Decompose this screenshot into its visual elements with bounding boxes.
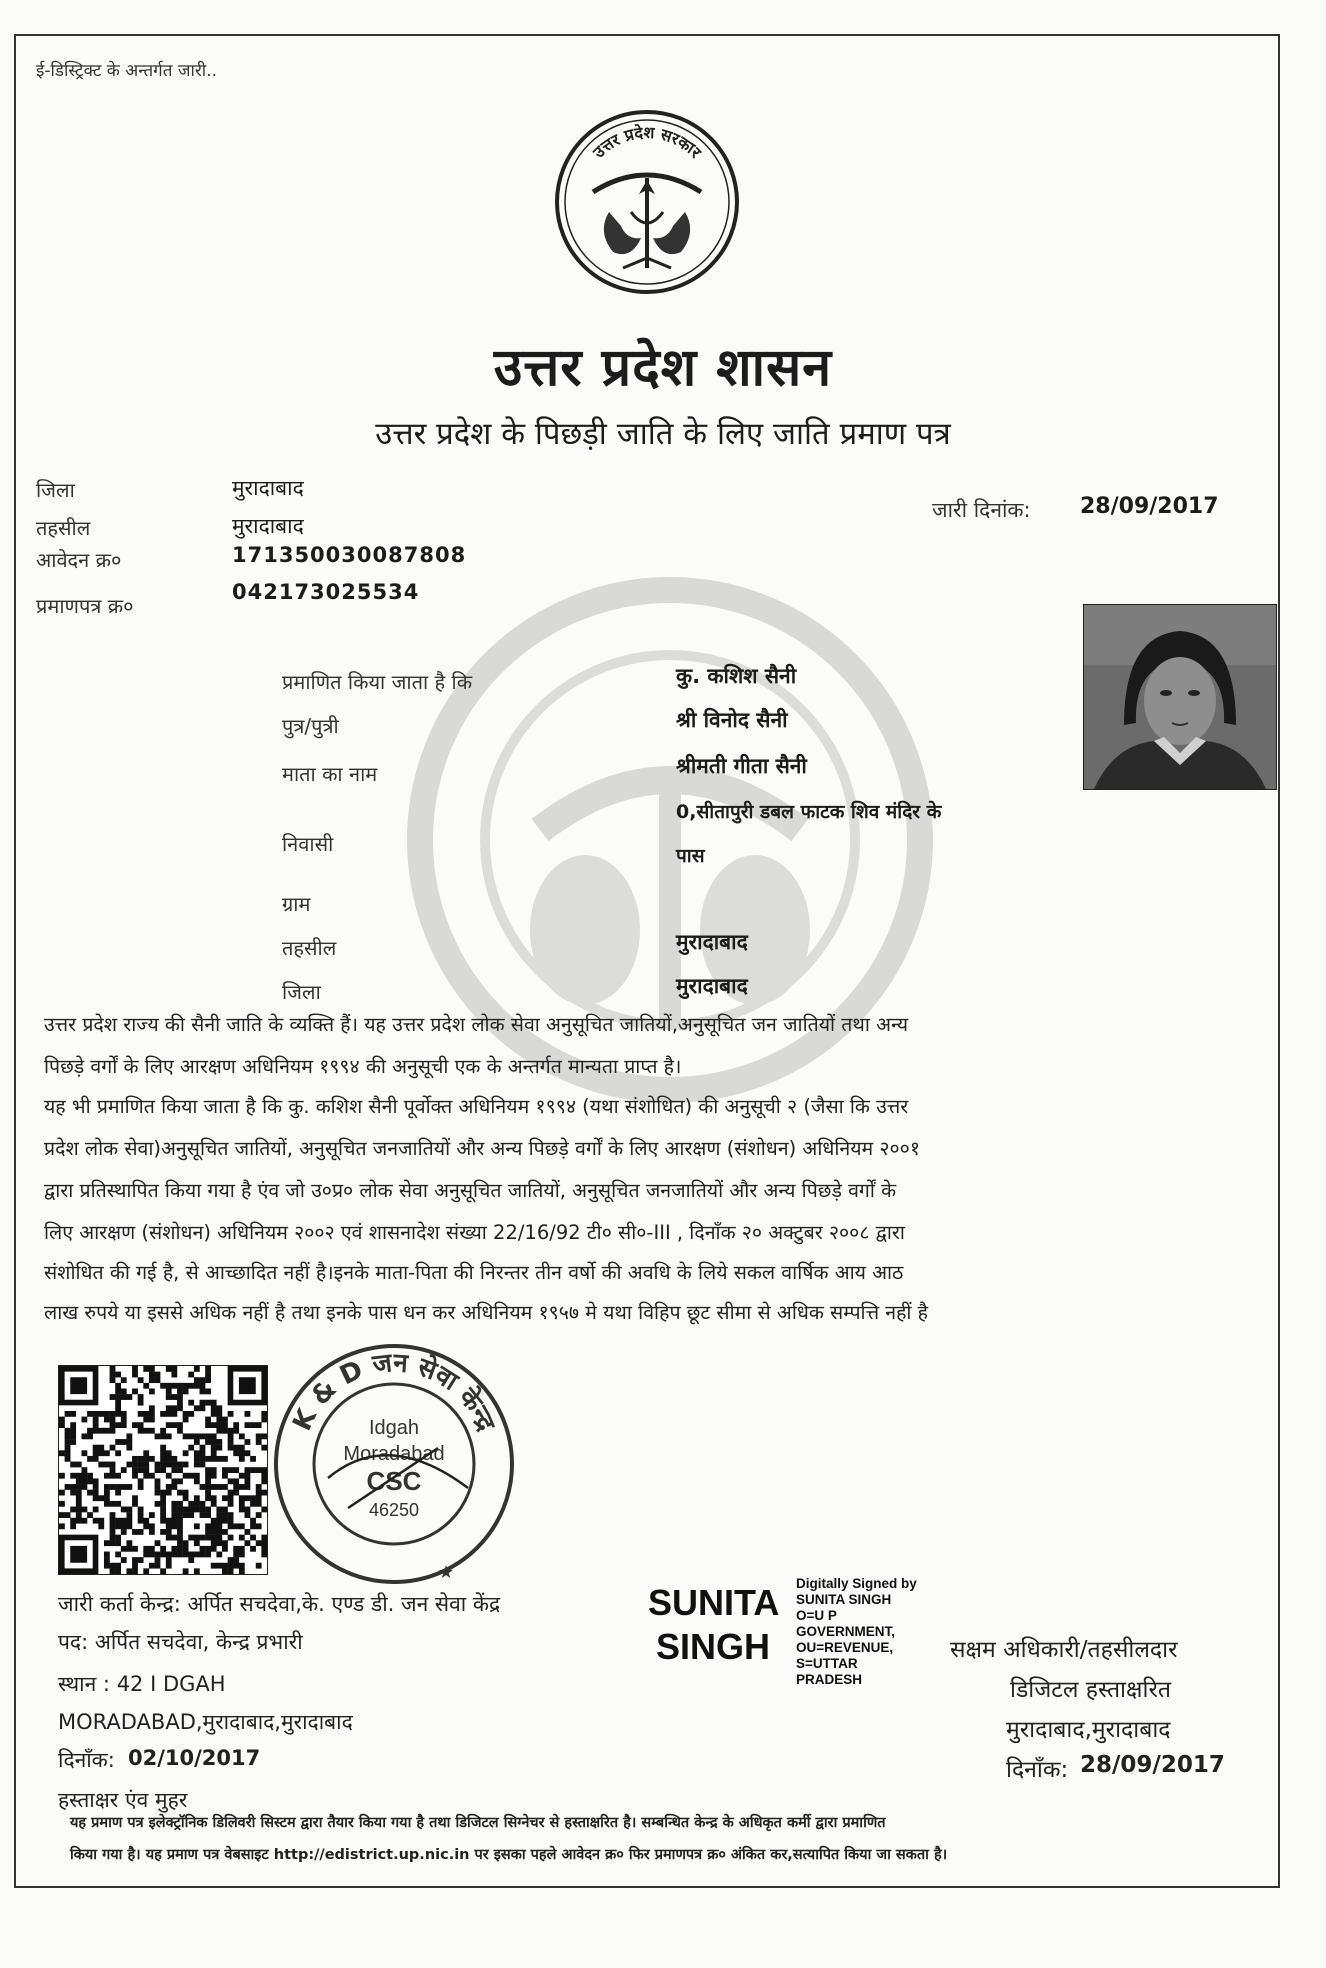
svg-text:उत्तर प्रदेश सरकार: उत्तर प्रदेश सरकार — [589, 122, 705, 162]
body-line-3: यह भी प्रमाणित किया जाता है कि कु. कशिश सैनी पूर्वोक्त अधिनियम १९९४ (यथा संशोधित) की अनुसूची २ (जैसा कि उत्तर — [44, 1095, 909, 1118]
svg-text:CSC: CSC — [366, 1466, 422, 1496]
mother-name-label: माता का नाम — [282, 762, 378, 786]
village-label: ग्राम — [282, 892, 311, 916]
digitally-signed-label: डिजिटल हस्ताक्षरित — [1010, 1677, 1171, 1703]
body-line-6: लिए आरक्षण (संशोधन) अधिनियम २००२ एवं शासनादेश संख्या 22/16/92 टी० सी०-III , दिनाँक २० अक्टुबर २००८ द्वारा — [44, 1221, 905, 1244]
certificate-number-label: प्रमाणपत्र क्र० — [36, 594, 134, 618]
body-line-2: पिछड़े वर्गों के लिए आरक्षण अधिनियम १९९४ की अनुसूची एक के अन्तर्गत मान्यता प्राप्त है। — [44, 1055, 682, 1078]
resident-address-line2: पास — [676, 845, 705, 867]
body-line-5: द्वारा प्रतिस्थापित किया गया है एंव जो उ०प्र० लोक सेवा अनुसूचित जातियों, अनुसूचित जनजातियों और अन्य पिछड़े वर्गों के — [44, 1179, 897, 1202]
issued-under-note: ई-डिस्ट्रिक्ट के अन्तर्गत जारी.. — [36, 61, 218, 81]
authority-title: सक्षम अधिकारी/तहसीलदार — [950, 1637, 1178, 1663]
body-line-7: संशोधित की गई है, से आच्छादित नहीं है।इनके माता-पिता की निरन्तर तीन वर्षो की अवधि के लिये सकल वार्षिक आय आठ — [44, 1261, 904, 1284]
applicant-photo — [1083, 604, 1277, 790]
certified-label: प्रमाणित किया जाता है कि — [282, 670, 473, 694]
authority-location: मुरादाबाद,मुरादाबाद — [1006, 1717, 1171, 1743]
svg-text:★: ★ — [438, 1562, 455, 1583]
center-rubber-stamp — [268, 1338, 520, 1590]
issuer-place: स्थान : 42 I DGAH — [58, 1672, 226, 1696]
body-line-4: प्रदेश लोक सेवा)अनुसूचित जातियों, अनुसूचित जनजातियों और अन्य पिछड़े वर्गों के लिए आरक्षण (संशोधन) अधिनियम २००१ — [44, 1137, 920, 1160]
application-number-value: 171350030087808 — [232, 543, 467, 567]
issue-date-label: जारी दिनांक: — [932, 498, 1031, 522]
father-name-value: श्री विनोद सैनी — [676, 708, 788, 732]
authority-date-value: 28/09/2017 — [1080, 1752, 1225, 1778]
certificate-number-value: 042173025534 — [232, 580, 420, 604]
district-value: मुरादाबाद — [232, 476, 304, 500]
svg-text:46250: 46250 — [368, 1500, 420, 1520]
district-label: जिला — [36, 478, 75, 502]
tehsil-label: तहसील — [36, 516, 91, 540]
issuing-center: जारी कर्ता केन्द्र: अर्पित सचदेवा,के. एण्ड डी. जन सेवा केंद्र — [58, 1592, 501, 1616]
resident-label: निवासी — [282, 832, 334, 856]
signer-name-line2: SINGH — [656, 1626, 771, 1667]
detail-district-value: मुरादाबाद — [676, 974, 748, 998]
issue-date-value: 28/09/2017 — [1080, 494, 1219, 519]
certified-name-value: कु. कशिश सैनी — [676, 664, 797, 688]
mother-name-value: श्रीमती गीता सैनी — [676, 754, 807, 778]
detail-tehsil-label: तहसील — [282, 936, 337, 960]
issuer-place-line2: MORADABAD,मुरादाबाद,मुरादाबाद — [58, 1710, 353, 1734]
qr-code — [58, 1365, 268, 1575]
digital-signature-details: Digitally Signed by SUNITA SINGH O=U P GOVERNMENT, OU=REVENUE, S=UTTAR PRADESH — [796, 1576, 917, 1687]
authority-date-label: दिनाँक: — [1006, 1757, 1069, 1783]
issuer-date-value: 02/10/2017 — [128, 1746, 261, 1770]
resident-address-line1: 0,सीतापुरी डबल फाटक शिव मंदिर के — [676, 801, 942, 823]
application-number-label: आवेदन क्र० — [36, 548, 122, 572]
footer-note-line2: किया गया है। यह प्रमाण पत्र वेबसाइट http://edistrict.up.nic.in पर इसका पहले आवेदन क्र० फिर प्रमाणपत्र क्र० अंकित कर,सत्यापित किया जा सकता है। — [70, 1847, 948, 1863]
detail-district-label: जिला — [282, 980, 321, 1004]
svg-text:Idgah: Idgah — [368, 1417, 420, 1439]
issuer-date-label: दिनाँक: — [58, 1748, 115, 1772]
footer-note-line1: यह प्रमाण पत्र इलेक्ट्रॉनिक डिलिवरी सिस्टम द्वारा तैयार किया गया है तथा डिजिटल सिग्नेचर से हस्ताक्षरित है। सम्बन्धित केन्द्र के अधिकृत कर्मी द्वारा प्रमाणित — [70, 1815, 886, 1831]
up-government-emblem — [553, 108, 741, 296]
tehsil-value: मुरादाबाद — [232, 514, 304, 538]
child-of-label: पुत्र/पुत्री — [282, 714, 339, 738]
body-line-1: उत्तर प्रदेश राज्य की सैनी जाति के व्यक्ति हैं। यह उत्तर प्रदेश लोक सेवा अनुसूचित जातियों,अनुसूचित जन जातियों तथा अन्य — [44, 1013, 909, 1036]
signer-name-line1: SUNITA — [648, 1582, 780, 1623]
svg-text:K & D जन सेवा केन्द्र: K & D जन सेवा केन्द्र — [287, 1348, 501, 1436]
svg-text:Moradabad: Moradabad — [343, 1443, 445, 1465]
signature-seal-label: हस्ताक्षर एंव मुहर — [58, 1788, 188, 1812]
government-title: उत्तर प्रदेश शासन — [493, 338, 833, 398]
body-line-8: लाख रुपये या इससे अधिक नहीं है तथा इनके पास धन कर अधिनियम १९५७ मे यथा विहिप छूट सीमा से अधिक सम्पत्ति नहीं है — [44, 1301, 929, 1324]
certificate-title: उत्तर प्रदेश के पिछड़ी जाति के लिए जाति प्रमाण पत्र — [375, 416, 951, 452]
detail-tehsil-value: मुरादाबाद — [676, 930, 748, 954]
issuer-post: पद: अर्पित सचदेवा, केन्द्र प्रभारी — [58, 1630, 303, 1654]
